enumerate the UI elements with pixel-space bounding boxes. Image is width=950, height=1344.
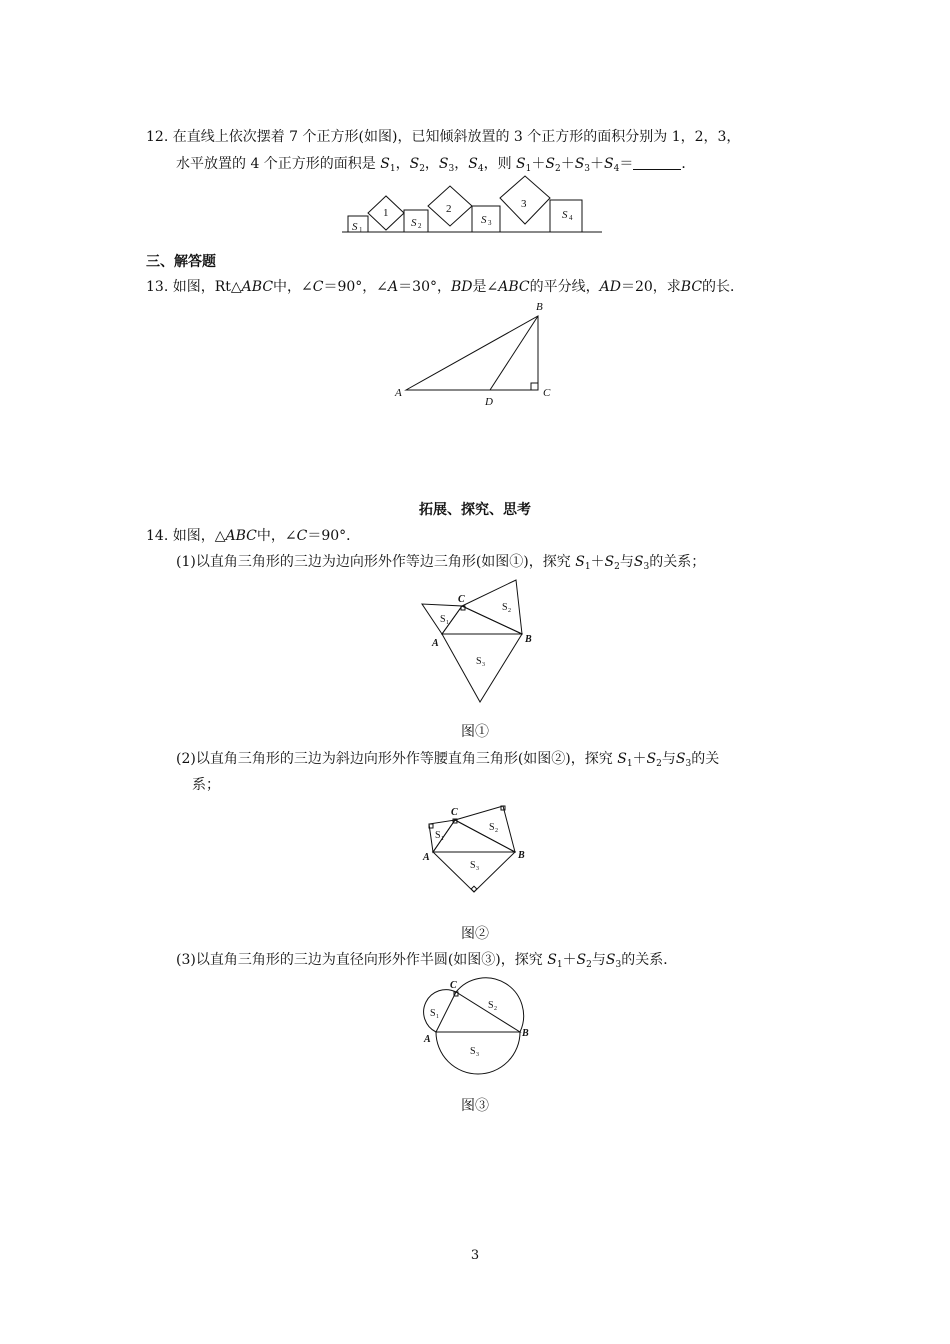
isosceles-s2 (455, 806, 515, 852)
s1-sub: 1 (389, 164, 396, 174)
fig3-s1-sub: 1 (436, 1014, 439, 1020)
sum-s1-sub: 1 (525, 164, 532, 174)
q12-text2: 水平放置的 4 个正方形的面积是 (176, 156, 376, 172)
fig1-s2: S (502, 602, 508, 613)
q12-text3: ，则 (483, 156, 512, 172)
q12-line2: 水平放置的 4 个正方形的面积是 $S_1$，$S_2$，$S_3$，$S_4$，则 $S_1+S_2+S_3+S_4=$ ． (176, 156, 696, 174)
figure-3 (410, 976, 540, 1080)
p1-s2: S (604, 554, 615, 570)
equilateral-s3 (442, 634, 522, 702)
q13-ad: AD (599, 279, 621, 295)
q13-t7: ＝20，求 (620, 279, 681, 295)
label-3: 3 (521, 198, 527, 210)
q12-line1 (146, 127, 740, 147)
s3-sub: 3 (448, 164, 455, 174)
sum-s2-sub: 2 (554, 164, 561, 174)
p2-s2-sub: 2 (656, 759, 662, 769)
p2-s3: S (675, 751, 686, 767)
q13-bc: BC (680, 279, 703, 295)
q13-abc: ABC (241, 279, 274, 295)
fig2-label-c: C (451, 807, 458, 818)
p1-s3: S (633, 554, 644, 570)
fig3-s3: S (470, 1046, 476, 1057)
fig1-s3-sub: 3 (482, 662, 485, 668)
plus2: ＋ (560, 156, 575, 172)
fig1-label-c: C (458, 594, 465, 605)
p2-s1-sub: 1 (626, 759, 633, 769)
label-2: 2 (446, 203, 452, 215)
s1-symbol: S (380, 156, 390, 172)
p2-with: 与 (661, 751, 676, 767)
triangle-figure (390, 300, 560, 410)
p3-s2: S (576, 952, 587, 968)
q13-t5: 是∠ (472, 279, 499, 295)
p3-s3-sub: 3 (615, 960, 622, 970)
sum-s1: S (516, 156, 526, 172)
fig3-caption: 图③ (461, 1098, 489, 1114)
q14-part2-cont: 系； (192, 777, 220, 793)
fig2-caption: 图② (461, 926, 489, 942)
fig1-s1: S (440, 614, 446, 625)
p1-s3-sub: 3 (643, 562, 650, 572)
page-number: 3 (470, 1248, 480, 1263)
s2-sub: 2 (419, 164, 425, 174)
q13-t2: 中，∠ (273, 279, 313, 295)
fig3-s2: S (488, 1000, 494, 1011)
p1-s2-sub: 2 (614, 562, 620, 572)
s3-symbol: S (438, 156, 449, 172)
label-s1: S (352, 221, 358, 233)
p1-end: 的关系； (649, 554, 706, 570)
label-1: 1 (383, 207, 389, 219)
section3-title: 三、解答题 (146, 254, 216, 270)
fig2-s3: S (470, 860, 476, 871)
q13-t6: 的平分线， (529, 279, 600, 295)
q13-t8: 的长． (702, 279, 745, 295)
fig1-s2-sub: 2 (508, 608, 511, 614)
mark-s3 (471, 886, 477, 892)
p2-plus: ＋ (632, 751, 647, 767)
q14-p2-text: (2)以直角三角形的三边为斜边向形外作等腰直角三角形(如图②)，探究 (176, 751, 613, 767)
p2-s1: S (617, 751, 627, 767)
s4-sub: 4 (477, 164, 484, 174)
q14-t2: 中，∠ (256, 528, 297, 544)
p3-s2-sub: 2 (586, 960, 592, 970)
label-s2: S (411, 217, 417, 229)
q14-c: C (296, 528, 308, 544)
sum-s3: S (574, 156, 585, 172)
squares-figure (340, 176, 610, 238)
fig1-s3: S (476, 656, 482, 667)
p1-s1: S (575, 554, 585, 570)
figure-1 (410, 578, 550, 708)
q14-part3 (176, 950, 677, 970)
figure-2 (415, 802, 545, 902)
p2-s3-sub: 3 (685, 759, 692, 769)
q14-t1: 如图，△ (172, 528, 226, 544)
label-d: D (485, 396, 493, 408)
p3-with: 与 (591, 952, 606, 968)
fig2-label-a: A (423, 852, 430, 863)
s4-symbol: S (468, 156, 478, 172)
q14-t3: ＝90°． (307, 528, 361, 544)
q13-a: A (388, 279, 399, 295)
q13-bd: BD (450, 279, 473, 295)
q13-number: 13. (146, 279, 169, 295)
p2-end: 的关 (691, 751, 720, 767)
fig3-label-b: B (522, 1028, 529, 1039)
triangle-abc (406, 316, 538, 390)
p3-end: 的关系． (621, 952, 678, 968)
sum-s4-sub: 4 (613, 164, 620, 174)
q14-abc: ABC (225, 528, 257, 544)
right-angle-mark (531, 383, 538, 390)
label-s3: S (481, 214, 487, 226)
fig3-s2-sub: 2 (494, 1006, 497, 1012)
p3-plus: ＋ (562, 952, 577, 968)
label-s3-sub: 3 (488, 219, 492, 227)
equilateral-s2 (462, 580, 522, 634)
q12-end: ． (681, 156, 696, 172)
p3-s3: S (605, 952, 616, 968)
q13-t4: ＝30°， (398, 279, 451, 295)
fig2-s2-sub: 2 (495, 828, 498, 834)
p1-with: 与 (619, 554, 634, 570)
fig1-label-a: A (432, 638, 439, 649)
q14-number: 14. (146, 528, 169, 544)
q13-text (146, 277, 744, 297)
label-s4: S (562, 209, 568, 221)
q12-text1: 在直线上依次摆着 7 个正方形(如图)，已知倾斜放置的 3 个正方形的面积分别为 1，2，3， (172, 129, 741, 145)
q13-c: C (312, 279, 324, 295)
label-a: A (395, 387, 402, 399)
sum-s4: S (604, 156, 614, 172)
q14-intro (146, 526, 360, 546)
right-triangle (433, 820, 515, 852)
q13-abc2: ABC (498, 279, 530, 295)
fig2-label-b: B (518, 850, 525, 861)
q14-p1-text: (1)以直角三角形的三边为边向形外作等边三角形(如图①)，探究 (176, 554, 571, 570)
p3-s1-sub: 1 (556, 960, 563, 970)
fig2-s1-sub: 1 (441, 836, 444, 842)
fig1-caption: 图① (461, 724, 489, 740)
fig1-s1-sub: 1 (446, 620, 449, 626)
q13-t3: ＝90°，∠ (323, 279, 389, 295)
square-s1 (348, 216, 368, 232)
sum-s2: S (545, 156, 555, 172)
p1-s1-sub: 1 (584, 562, 591, 572)
q14-part2 (176, 749, 719, 769)
q14-part1 (176, 552, 705, 572)
semicircle-s1 (424, 990, 456, 1032)
fig2-s1: S (435, 830, 441, 841)
label-s2-sub: 2 (418, 222, 422, 230)
p1-plus: ＋ (590, 554, 605, 570)
fig3-s3-sub: 3 (476, 1052, 479, 1058)
label-c: C (543, 387, 551, 399)
answer-blank (633, 155, 681, 170)
q14-p3-text: (3)以直角三角形的三边为直径向形外作半圆(如图③)，探究 (176, 952, 543, 968)
fig2-s2: S (489, 822, 495, 833)
q13-t1: 如图，Rt△ (172, 279, 242, 295)
fig3-label-a: A (424, 1034, 431, 1045)
right-triangle (436, 992, 520, 1032)
label-s1-sub: 1 (359, 226, 363, 234)
fig3-s1: S (430, 1008, 436, 1019)
p3-s1: S (547, 952, 557, 968)
q12-number: 12. (146, 129, 169, 145)
extension-title: 拓展、探究、思考 (419, 502, 531, 518)
p2-s2: S (646, 751, 657, 767)
label-s4-sub: 4 (569, 214, 573, 222)
fig1-label-b: B (525, 634, 532, 645)
sum-s3-sub: 3 (584, 164, 591, 174)
plus1: ＋ (531, 156, 546, 172)
bisector-bd (490, 316, 538, 390)
plus3: ＋ (590, 156, 605, 172)
fig2-s3-sub: 3 (476, 866, 479, 872)
s2-symbol: S (409, 156, 420, 172)
label-b: B (536, 301, 543, 313)
fig3-label-c: C (450, 980, 457, 991)
